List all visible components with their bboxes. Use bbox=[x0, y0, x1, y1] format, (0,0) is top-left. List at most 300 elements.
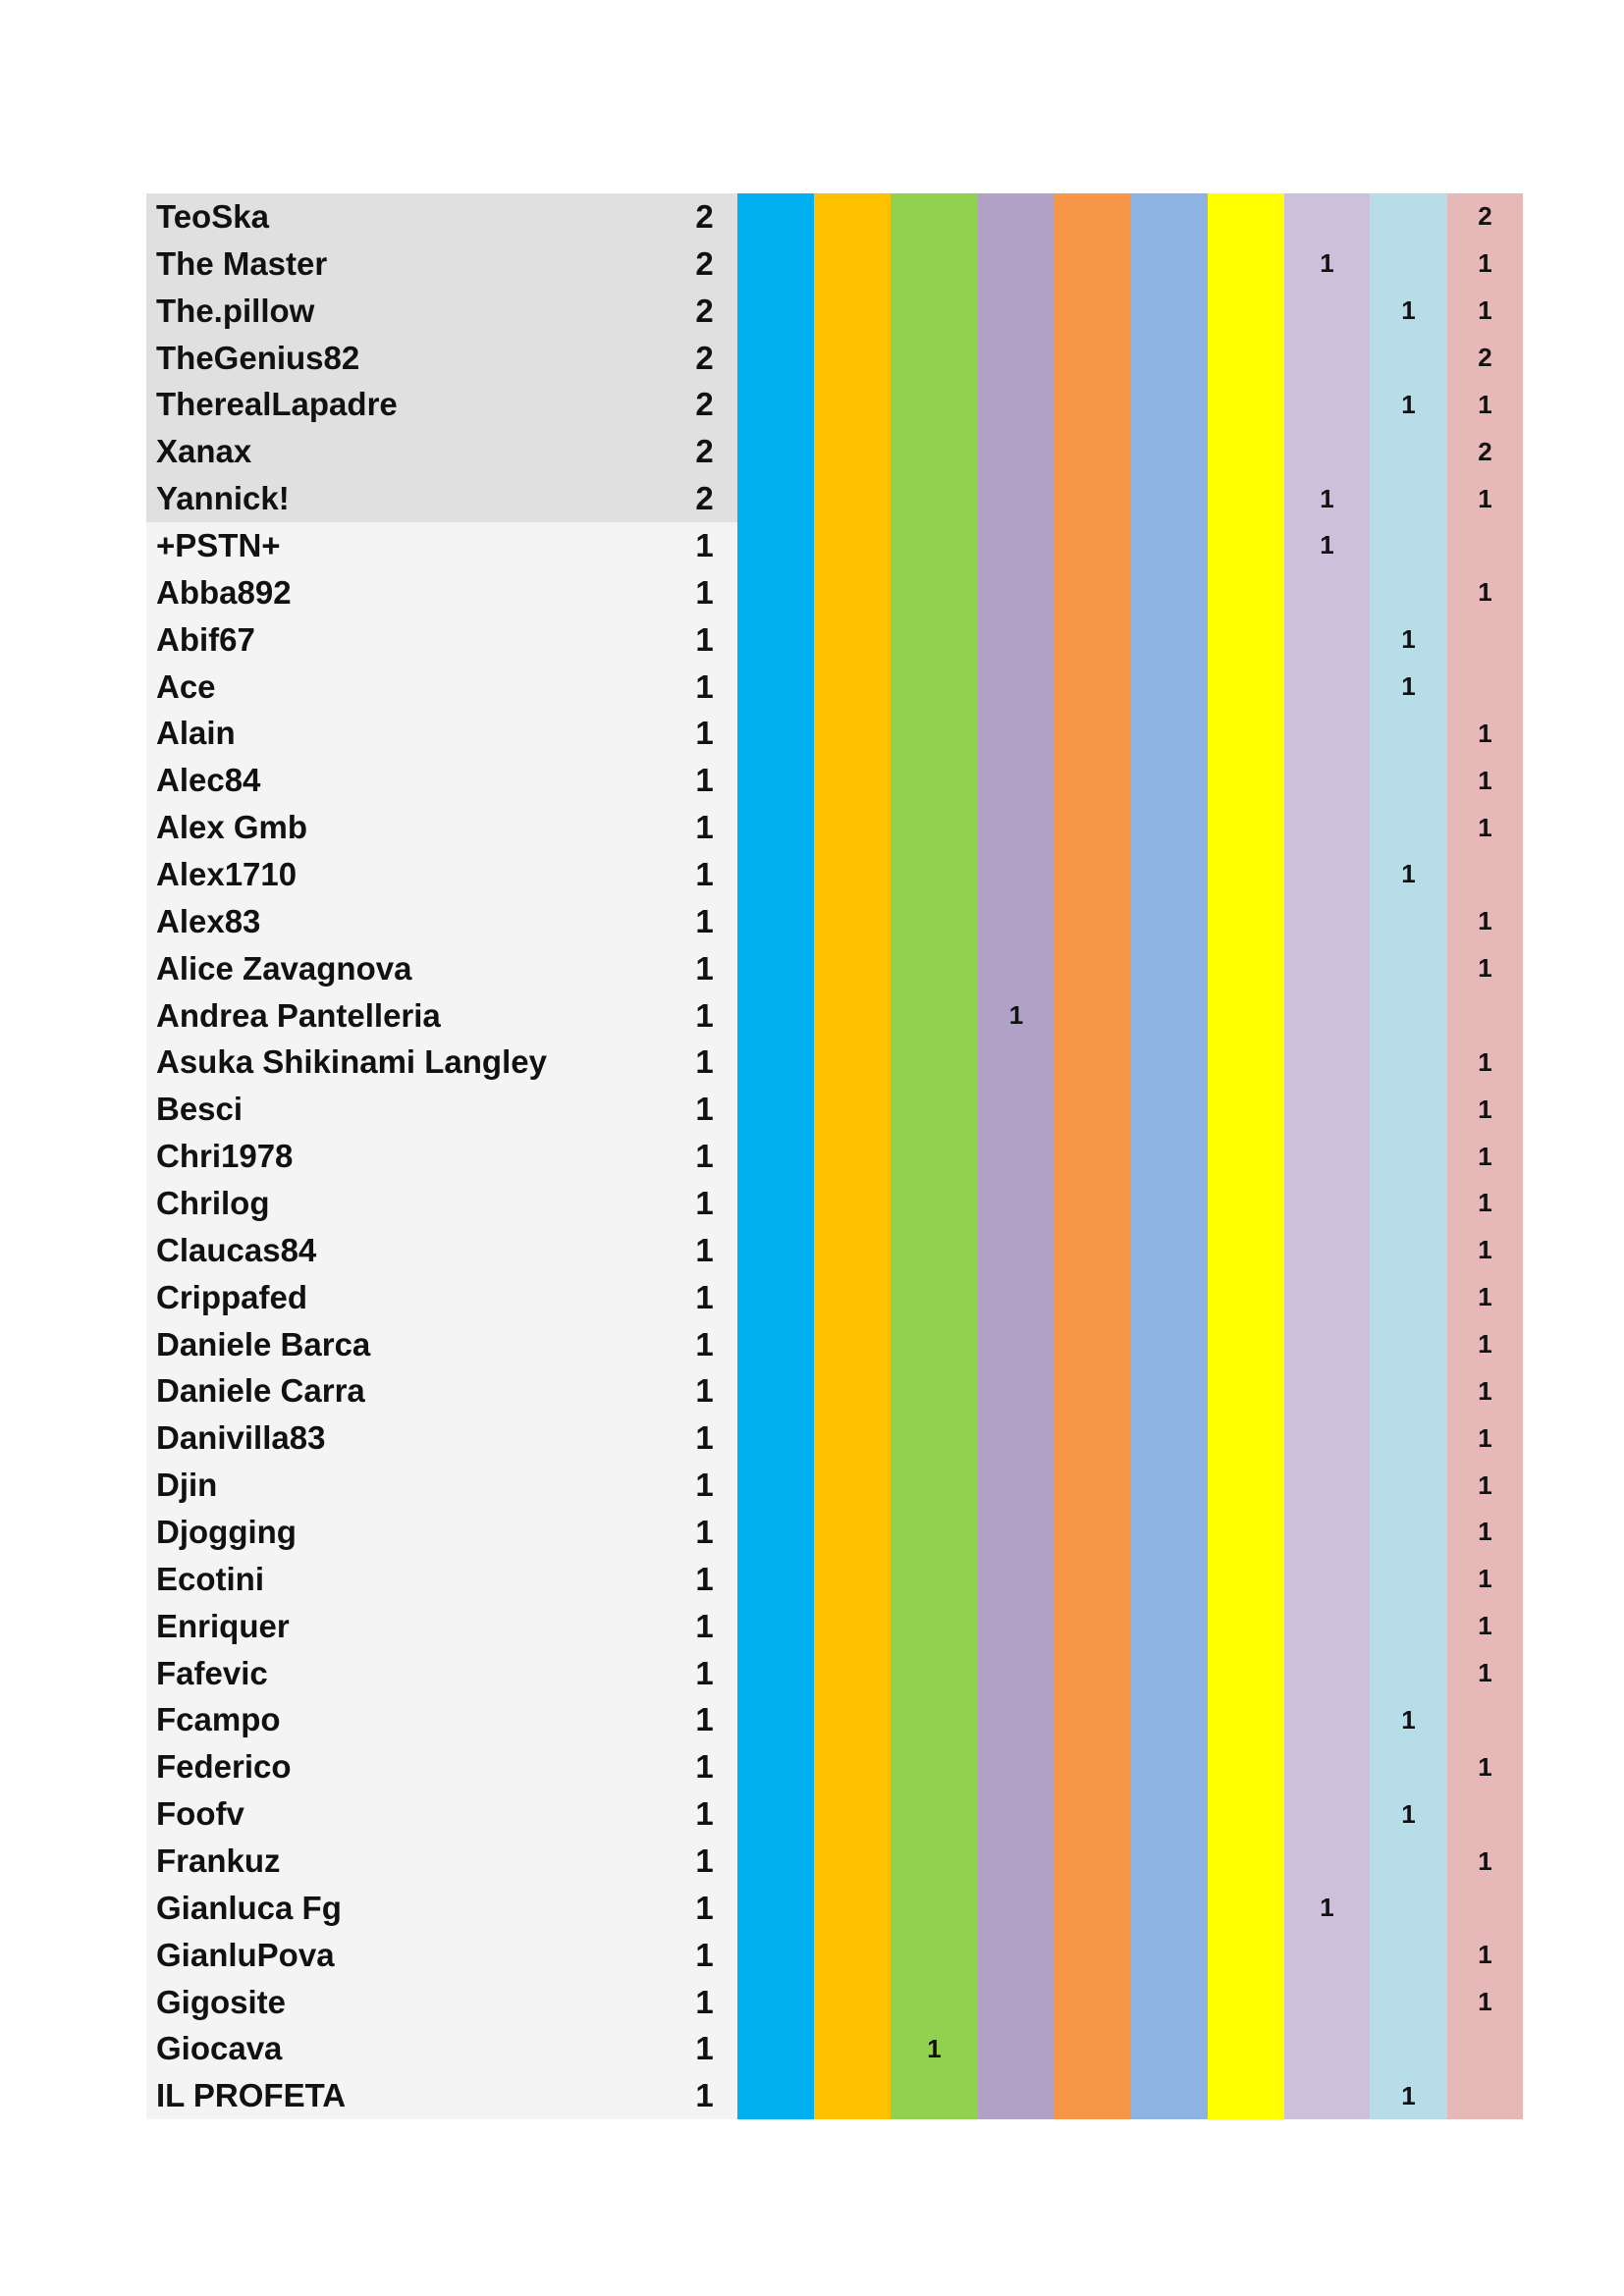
score-cell bbox=[1055, 804, 1131, 851]
score-cell bbox=[1055, 710, 1131, 757]
score-cell bbox=[891, 569, 978, 616]
score-cell bbox=[814, 851, 891, 898]
score-cell bbox=[1284, 1462, 1370, 1509]
score-cell bbox=[737, 522, 814, 569]
player-total: 1 bbox=[672, 2072, 737, 2119]
score-cell bbox=[1370, 335, 1447, 382]
score-cell: 1 bbox=[1447, 475, 1523, 522]
score-cell bbox=[737, 992, 814, 1040]
score-cell bbox=[1284, 804, 1370, 851]
score-cell: 1 bbox=[1447, 898, 1523, 945]
score-cell bbox=[978, 1650, 1055, 1697]
score-cell bbox=[891, 616, 978, 664]
score-cell bbox=[978, 335, 1055, 382]
player-name: Giocava bbox=[146, 2026, 672, 2073]
score-cell: 1 bbox=[1447, 1932, 1523, 1979]
score-cell bbox=[1208, 664, 1284, 711]
score-cell bbox=[891, 1650, 978, 1697]
player-total: 1 bbox=[672, 1039, 737, 1086]
score-cell bbox=[1055, 1462, 1131, 1509]
score-cell bbox=[1208, 1415, 1284, 1462]
score-cell bbox=[814, 240, 891, 288]
score-cell: 1 bbox=[1370, 288, 1447, 335]
score-cell bbox=[814, 475, 891, 522]
score-cell bbox=[1370, 1039, 1447, 1086]
score-cell bbox=[737, 1603, 814, 1650]
score-cell bbox=[1370, 1367, 1447, 1415]
score-cell bbox=[1284, 1227, 1370, 1274]
table-row bbox=[146, 1039, 1523, 1086]
score-cell: 1 bbox=[1284, 522, 1370, 569]
score-cell bbox=[737, 381, 814, 428]
score-cell bbox=[978, 851, 1055, 898]
player-total: 1 bbox=[672, 1979, 737, 2026]
score-cell bbox=[814, 2072, 891, 2119]
score-cell bbox=[1284, 1932, 1370, 1979]
score-cell bbox=[891, 522, 978, 569]
score-cell: 1 bbox=[1447, 757, 1523, 804]
score-cell bbox=[1284, 992, 1370, 1040]
score-cell bbox=[1055, 1509, 1131, 1556]
score-cell bbox=[737, 757, 814, 804]
score-cell bbox=[978, 1133, 1055, 1180]
score-cell: 2 bbox=[1447, 428, 1523, 475]
score-cell bbox=[1284, 1086, 1370, 1133]
score-cell bbox=[1370, 1180, 1447, 1227]
score-cell bbox=[1284, 381, 1370, 428]
score-cell: 1 bbox=[1447, 945, 1523, 992]
player-name: Claucas84 bbox=[146, 1227, 672, 1274]
score-cell bbox=[1284, 2026, 1370, 2073]
score-cell bbox=[1208, 1086, 1284, 1133]
score-cell bbox=[737, 851, 814, 898]
score-cell bbox=[891, 1603, 978, 1650]
player-total: 1 bbox=[672, 710, 737, 757]
score-cell bbox=[1284, 1979, 1370, 2026]
score-cell bbox=[814, 1367, 891, 1415]
score-cell bbox=[1131, 851, 1208, 898]
score-cell bbox=[978, 475, 1055, 522]
player-total: 1 bbox=[672, 757, 737, 804]
player-total: 1 bbox=[672, 1932, 737, 1979]
table-row bbox=[146, 1790, 1523, 1838]
score-cell bbox=[1208, 898, 1284, 945]
player-name: Asuka Shikinami Langley bbox=[146, 1039, 672, 1086]
score-cell bbox=[814, 898, 891, 945]
score-cell bbox=[891, 664, 978, 711]
score-cell bbox=[737, 1039, 814, 1086]
score-cell bbox=[1284, 288, 1370, 335]
table-row bbox=[146, 240, 1523, 288]
score-cell bbox=[737, 1321, 814, 1368]
score-cell bbox=[1131, 710, 1208, 757]
score-cell bbox=[737, 1133, 814, 1180]
score-cell bbox=[814, 1086, 891, 1133]
scoreboard-body bbox=[146, 193, 1523, 2119]
table-row bbox=[146, 335, 1523, 382]
score-cell bbox=[1208, 710, 1284, 757]
score-cell bbox=[1131, 2026, 1208, 2073]
table-row bbox=[146, 1086, 1523, 1133]
player-name: Xanax bbox=[146, 428, 672, 475]
score-cell bbox=[1447, 1885, 1523, 1932]
score-cell bbox=[1055, 1367, 1131, 1415]
table-row bbox=[146, 1932, 1523, 1979]
score-cell bbox=[978, 710, 1055, 757]
score-cell: 1 bbox=[1447, 1415, 1523, 1462]
score-cell bbox=[891, 475, 978, 522]
score-cell bbox=[1131, 1697, 1208, 1744]
score-cell bbox=[1055, 1650, 1131, 1697]
player-name: Yannick! bbox=[146, 475, 672, 522]
score-cell bbox=[1131, 664, 1208, 711]
score-cell bbox=[1447, 2026, 1523, 2073]
player-total: 2 bbox=[672, 193, 737, 240]
player-total: 1 bbox=[672, 569, 737, 616]
score-cell bbox=[1208, 1556, 1284, 1603]
score-cell bbox=[891, 1180, 978, 1227]
player-total: 1 bbox=[672, 1790, 737, 1838]
score-cell bbox=[1447, 522, 1523, 569]
table-row bbox=[146, 1650, 1523, 1697]
score-cell: 1 bbox=[1447, 1321, 1523, 1368]
score-cell bbox=[1131, 1979, 1208, 2026]
score-cell: 1 bbox=[1447, 1039, 1523, 1086]
player-total: 1 bbox=[672, 1603, 737, 1650]
player-total: 1 bbox=[672, 1885, 737, 1932]
player-name: Alex83 bbox=[146, 898, 672, 945]
score-cell bbox=[1208, 1274, 1284, 1321]
player-name: Andrea Pantelleria bbox=[146, 992, 672, 1040]
score-cell bbox=[891, 851, 978, 898]
score-cell: 1 bbox=[1447, 240, 1523, 288]
player-name: Djogging bbox=[146, 1509, 672, 1556]
score-cell bbox=[1131, 804, 1208, 851]
table-row bbox=[146, 1885, 1523, 1932]
score-cell bbox=[1208, 288, 1284, 335]
score-cell bbox=[1208, 475, 1284, 522]
table-row bbox=[146, 381, 1523, 428]
score-cell bbox=[1131, 1743, 1208, 1790]
score-cell: 1 bbox=[1370, 851, 1447, 898]
score-cell bbox=[1370, 428, 1447, 475]
player-name: Alec84 bbox=[146, 757, 672, 804]
score-cell bbox=[1447, 1697, 1523, 1744]
score-cell bbox=[891, 1227, 978, 1274]
table-row bbox=[146, 1509, 1523, 1556]
player-total: 1 bbox=[672, 1697, 737, 1744]
player-total: 2 bbox=[672, 288, 737, 335]
score-cell: 2 bbox=[1447, 335, 1523, 382]
score-cell: 1 bbox=[1284, 1885, 1370, 1932]
score-cell bbox=[814, 945, 891, 992]
score-cell bbox=[1208, 1133, 1284, 1180]
score-cell bbox=[1284, 1743, 1370, 1790]
score-cell bbox=[1208, 1462, 1284, 1509]
score-cell bbox=[814, 1227, 891, 1274]
table-row bbox=[146, 664, 1523, 711]
score-cell bbox=[1370, 1885, 1447, 1932]
score-cell bbox=[737, 1086, 814, 1133]
score-cell bbox=[891, 1790, 978, 1838]
score-cell bbox=[814, 288, 891, 335]
score-cell bbox=[1284, 1180, 1370, 1227]
score-cell bbox=[814, 1697, 891, 1744]
score-cell bbox=[1131, 992, 1208, 1040]
player-name: Crippafed bbox=[146, 1274, 672, 1321]
score-cell bbox=[814, 1556, 891, 1603]
score-cell bbox=[1208, 1227, 1284, 1274]
score-cell bbox=[1055, 2072, 1131, 2119]
score-cell bbox=[814, 335, 891, 382]
score-cell bbox=[814, 569, 891, 616]
score-cell bbox=[1208, 1838, 1284, 1885]
player-name: Alex1710 bbox=[146, 851, 672, 898]
scoreboard-table bbox=[146, 193, 1523, 2119]
score-cell bbox=[1055, 522, 1131, 569]
score-cell: 1 bbox=[1370, 2072, 1447, 2119]
table-row bbox=[146, 2026, 1523, 2073]
player-name: Enriquer bbox=[146, 1603, 672, 1650]
score-cell bbox=[1284, 1603, 1370, 1650]
score-cell bbox=[1208, 1932, 1284, 1979]
player-total: 1 bbox=[672, 1462, 737, 1509]
score-cell bbox=[1055, 428, 1131, 475]
score-cell bbox=[814, 1838, 891, 1885]
score-cell bbox=[891, 1133, 978, 1180]
score-cell: 1 bbox=[891, 2026, 978, 2073]
score-cell: 1 bbox=[1447, 1180, 1523, 1227]
score-cell bbox=[1131, 616, 1208, 664]
score-cell bbox=[1284, 710, 1370, 757]
player-name: Federico bbox=[146, 1743, 672, 1790]
score-cell bbox=[1284, 616, 1370, 664]
score-cell bbox=[1208, 1885, 1284, 1932]
score-cell bbox=[1447, 616, 1523, 664]
score-cell bbox=[737, 2072, 814, 2119]
score-cell bbox=[1055, 616, 1131, 664]
table-row bbox=[146, 1556, 1523, 1603]
score-cell bbox=[737, 1838, 814, 1885]
score-cell bbox=[737, 1415, 814, 1462]
player-total: 1 bbox=[672, 2026, 737, 2073]
score-cell bbox=[978, 1743, 1055, 1790]
score-cell bbox=[737, 1697, 814, 1744]
score-cell bbox=[1208, 757, 1284, 804]
player-total: 2 bbox=[672, 381, 737, 428]
score-cell bbox=[891, 898, 978, 945]
score-cell bbox=[737, 1743, 814, 1790]
score-cell bbox=[1370, 1556, 1447, 1603]
score-cell bbox=[737, 898, 814, 945]
score-cell bbox=[978, 240, 1055, 288]
score-cell bbox=[1284, 1697, 1370, 1744]
score-cell: 1 bbox=[1447, 1979, 1523, 2026]
score-cell bbox=[737, 1979, 814, 2026]
score-cell: 1 bbox=[1447, 1367, 1523, 1415]
score-cell bbox=[1055, 1274, 1131, 1321]
score-cell bbox=[737, 1556, 814, 1603]
score-cell bbox=[737, 240, 814, 288]
score-cell bbox=[814, 2026, 891, 2073]
score-cell bbox=[978, 1509, 1055, 1556]
score-cell bbox=[1208, 1603, 1284, 1650]
score-cell bbox=[1284, 1838, 1370, 1885]
table-row bbox=[146, 1321, 1523, 1368]
score-cell bbox=[814, 992, 891, 1040]
score-cell bbox=[1370, 2026, 1447, 2073]
score-cell: 1 bbox=[1370, 664, 1447, 711]
table-row bbox=[146, 1415, 1523, 1462]
score-cell bbox=[814, 428, 891, 475]
player-total: 1 bbox=[672, 1133, 737, 1180]
score-cell bbox=[1370, 240, 1447, 288]
score-cell: 1 bbox=[978, 992, 1055, 1040]
score-cell bbox=[1447, 851, 1523, 898]
player-name: Alex Gmb bbox=[146, 804, 672, 851]
score-cell bbox=[1131, 1180, 1208, 1227]
score-cell bbox=[1208, 945, 1284, 992]
score-cell bbox=[978, 1415, 1055, 1462]
score-cell: 1 bbox=[1447, 381, 1523, 428]
score-cell bbox=[1131, 522, 1208, 569]
score-cell bbox=[1131, 569, 1208, 616]
score-cell bbox=[1370, 1086, 1447, 1133]
player-total: 1 bbox=[672, 1650, 737, 1697]
score-cell bbox=[1284, 664, 1370, 711]
score-cell bbox=[1208, 1367, 1284, 1415]
score-cell bbox=[814, 616, 891, 664]
player-total: 1 bbox=[672, 1086, 737, 1133]
score-cell bbox=[1284, 1274, 1370, 1321]
player-name: Abba892 bbox=[146, 569, 672, 616]
score-cell bbox=[978, 1086, 1055, 1133]
score-cell bbox=[814, 522, 891, 569]
score-cell: 1 bbox=[1447, 1086, 1523, 1133]
score-cell bbox=[978, 381, 1055, 428]
score-cell bbox=[1208, 1509, 1284, 1556]
table-row bbox=[146, 288, 1523, 335]
score-cell bbox=[891, 1838, 978, 1885]
score-cell bbox=[1370, 1415, 1447, 1462]
player-name: The Master bbox=[146, 240, 672, 288]
table-row bbox=[146, 1274, 1523, 1321]
score-cell bbox=[891, 1697, 978, 1744]
score-cell bbox=[1055, 1838, 1131, 1885]
score-cell: 1 bbox=[1447, 1743, 1523, 1790]
score-cell bbox=[978, 428, 1055, 475]
score-cell bbox=[891, 428, 978, 475]
score-cell bbox=[1208, 1321, 1284, 1368]
score-cell: 1 bbox=[1447, 1462, 1523, 1509]
player-total: 2 bbox=[672, 475, 737, 522]
score-cell: 1 bbox=[1370, 1790, 1447, 1838]
score-cell bbox=[891, 1367, 978, 1415]
score-cell bbox=[891, 1415, 978, 1462]
score-cell bbox=[978, 757, 1055, 804]
score-cell bbox=[737, 428, 814, 475]
score-cell bbox=[891, 992, 978, 1040]
score-cell bbox=[891, 1556, 978, 1603]
score-cell: 1 bbox=[1447, 1650, 1523, 1697]
player-total: 1 bbox=[672, 1227, 737, 1274]
score-cell: 1 bbox=[1370, 1697, 1447, 1744]
table-row bbox=[146, 428, 1523, 475]
player-total: 2 bbox=[672, 428, 737, 475]
score-cell bbox=[891, 381, 978, 428]
player-total: 1 bbox=[672, 804, 737, 851]
player-total: 2 bbox=[672, 335, 737, 382]
score-cell bbox=[978, 2072, 1055, 2119]
score-cell bbox=[891, 710, 978, 757]
score-cell bbox=[978, 1932, 1055, 1979]
score-cell bbox=[814, 1650, 891, 1697]
score-cell bbox=[737, 288, 814, 335]
score-cell bbox=[1055, 1743, 1131, 1790]
score-cell bbox=[737, 1180, 814, 1227]
score-cell bbox=[1208, 2072, 1284, 2119]
score-cell bbox=[891, 1885, 978, 1932]
table-row bbox=[146, 1979, 1523, 2026]
score-cell bbox=[1131, 1556, 1208, 1603]
score-cell bbox=[1131, 335, 1208, 382]
score-cell bbox=[1055, 851, 1131, 898]
score-cell bbox=[1284, 898, 1370, 945]
score-cell bbox=[891, 1274, 978, 1321]
score-cell bbox=[1131, 1415, 1208, 1462]
score-cell bbox=[814, 1415, 891, 1462]
score-cell: 1 bbox=[1284, 475, 1370, 522]
score-cell bbox=[814, 1932, 891, 1979]
score-cell bbox=[1131, 288, 1208, 335]
score-cell bbox=[737, 1650, 814, 1697]
score-cell bbox=[978, 1697, 1055, 1744]
score-cell: 1 bbox=[1447, 804, 1523, 851]
score-cell: 1 bbox=[1370, 616, 1447, 664]
score-cell bbox=[1284, 1367, 1370, 1415]
player-total: 2 bbox=[672, 240, 737, 288]
score-cell bbox=[891, 1321, 978, 1368]
score-cell bbox=[1055, 475, 1131, 522]
score-cell: 2 bbox=[1447, 193, 1523, 240]
score-cell bbox=[1370, 710, 1447, 757]
player-name: Daniele Carra bbox=[146, 1367, 672, 1415]
score-cell bbox=[1284, 2072, 1370, 2119]
table-row bbox=[146, 616, 1523, 664]
score-cell bbox=[891, 1979, 978, 2026]
score-cell bbox=[737, 710, 814, 757]
score-cell bbox=[1284, 569, 1370, 616]
score-cell bbox=[737, 1509, 814, 1556]
score-cell bbox=[1370, 1838, 1447, 1885]
score-cell bbox=[737, 335, 814, 382]
score-cell bbox=[1284, 1650, 1370, 1697]
score-cell bbox=[1131, 1509, 1208, 1556]
player-name: Chri1978 bbox=[146, 1133, 672, 1180]
player-name: Foofv bbox=[146, 1790, 672, 1838]
score-cell bbox=[1055, 1556, 1131, 1603]
score-cell bbox=[1208, 193, 1284, 240]
table-row bbox=[146, 757, 1523, 804]
score-cell bbox=[1055, 1885, 1131, 1932]
table-row bbox=[146, 522, 1523, 569]
score-cell bbox=[1447, 2072, 1523, 2119]
score-cell bbox=[737, 1367, 814, 1415]
score-cell bbox=[1055, 1133, 1131, 1180]
score-cell bbox=[1370, 1321, 1447, 1368]
score-cell bbox=[1370, 804, 1447, 851]
score-cell bbox=[1131, 475, 1208, 522]
